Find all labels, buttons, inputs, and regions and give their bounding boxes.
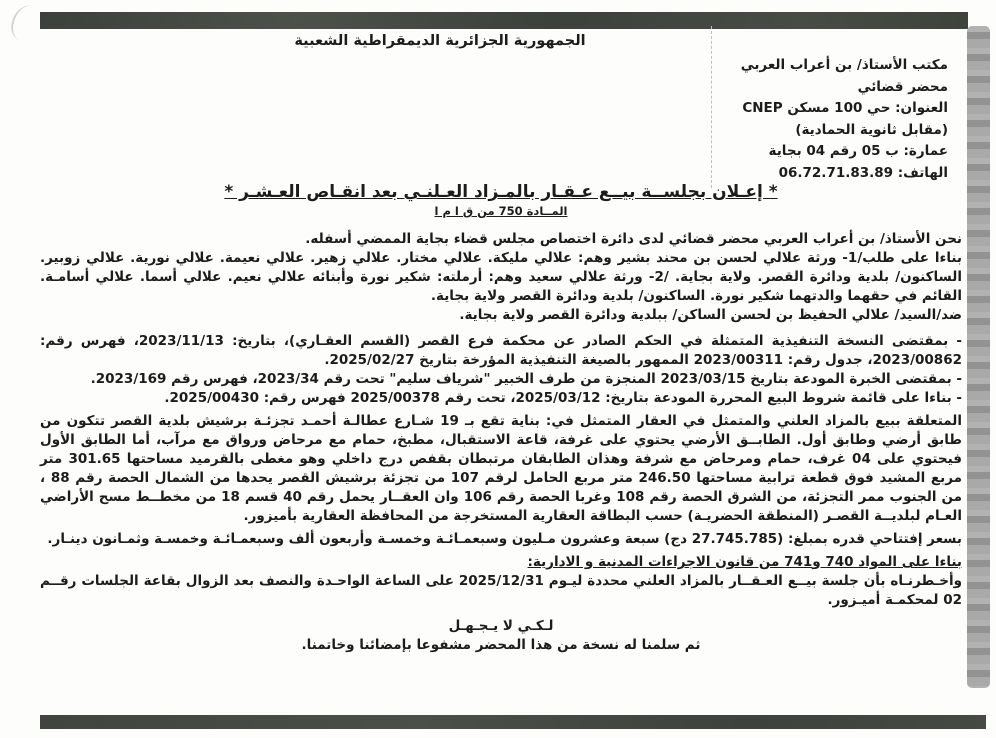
office-landmark-line: (مقابل ثانوية الحمادية) [795, 121, 948, 138]
bailiff-office-block [693, 55, 948, 184]
paragraph-expertise: - بمقتضى الخبرة المودعة بتاريخ 2023/03/15 المنجزة من طرف الخبير "شرياف سليم" تحت رقم 2023/34، فهرس رقم 2023/169. [90, 371, 962, 387]
announcement-subtitle: المــادة 750 من ق ا م ا [434, 204, 568, 218]
scan-artifact-bottom-bar [40, 715, 986, 729]
country-title: الجمهورية الجزائرية الديمقراطية الشعبية [294, 33, 586, 49]
paragraph-sale-conditions: - بناءا على قائمة شروط البيع المحررة المودعة بتاريخ: 2025/03/12، تحت رقم 2025/00378 فهرس رقم: 2025/00430. [164, 390, 962, 406]
scan-artifact-top-bar [40, 12, 968, 29]
office-phone-line: الهاتف: 06.72.71.83.89 [778, 164, 948, 181]
office-address-line: العنوان: حي 100 مسكن CNEP [742, 100, 948, 116]
paragraph-requesting-parties: بناءا على طلب/1- ورثة علالي لحسن بن محند بشير وهم: علالي مليكة. علالي مختار. علالي زهير. علالي نعيمة. علالي نورية. علالي زوبير. الساكنون/ بلدية ودائرة القصر. ولاية بجاية. /2- ورثة علالي سعيد وهم: أرملته: شكير نورة وأبنائه علالي نعيم. علالي أسما. علالي أسامـة. القائم في حقهما والدتهما شكير نورة. الساكنون/ بلدية ودائرة القصر ولاية بجاية. [40, 250, 963, 304]
office-building-line: عمارة: ب 05 رقم 04 بجاية [768, 143, 948, 159]
scan-artifact-right-band [967, 26, 990, 688]
paragraph-closing-formula: لـكـي لا يـجـهـل [448, 618, 554, 634]
announcement-title: * إعـلان بجلســة بيــع عـقـار بالمـزاد العـلنـي بعد انقـاص العـشـر * [224, 182, 778, 202]
paragraph-bailiff-intro: نحن الأستاذ/ بن أعراب العربي محضر قضائي لدى دائرة اختصاص مجلس قضاء بجاية الممضي أسفله. [305, 231, 962, 247]
paragraph-opening-price: بسعر إفتتاحي قدره بمبلغ: (27.745.785 دج) سبعة وعشرون مـليون وسبعمـائـة وخمسـة وأربعون ألف وسبعمـائـة وخمسـة وثمـانون دينـار. [47, 531, 962, 547]
paragraph-session-notice: وأخـطرنـاه بأن جلسة بيــع العـقــار بالمزاد العلني محددة ليـوم 2025/12/31 على الساعة الواحـدة والنصف بعد الزوال بقاعة الجلسات رقــم 02 لمحكمـة أميـزور. [40, 573, 962, 608]
paragraph-property-description: المتعلقة ببيع بالمزاد العلني والمتمثل في العقار المتمثل في: بناية تقع بـ 19 شـارع عطالـة أحمـد تجزئـة برشيش بلدية القصر تتكون من طابق أرضي وطابق أول. الطابــق الأرضي يحتوي على غرفة، قاعة الاستقبال، مطبخ، حمام مع مرحاض ورواق مع مرآب، أما الطابق الأول فيحتوي على 04 غرف، حمام ومرحاض مع شرفة وهذان الطابقان مرتبطان بقفص درج داخلي وهو مغطى بالقرميد مساحتها 301.65 متر مربع المشيد فوق قطعة ترابية مساحتها 246.50 متر مربع الحامل لرقم 107 من تجزئة برشيش القصر يحدها من الشمال الحصة رقم 88 ، من الجنوب ممر التجزئة، من الشرق الحصة رقم 108 وغربا الحصة رقم 106 وان العقــار يحمل رقم 40 قسم 18 من مخطــط مسح الأراضي العـام لبلديــة القصـر (المنطقة الحضريـة) حسب البطاقة العقارية المستخرجة من المحافظة العقارية بأميزور. [40, 413, 962, 524]
paragraph-executive-copy: - بمقتضى النسخة التنفيذية المتمثلة في الحكم الصادر عن محكمة فرع القصر (القسم العقـاري)، بتاريخ: 2023/11/13، فهرس رقم: 2023/00862، جدول رقم: 2023/00311 الممهور بالصيغة التنفيذية المؤرخة بتاريخ 2025/02/27. [40, 333, 963, 368]
paragraph-defendant: ضد/السيد/ علالي الحفيظ بن لحسن الساكن/ ببلدية ودائرة القصر ولاية بجاية. [459, 307, 962, 323]
paragraph-delivery-note: ثم سلمنا له نسخة من هذا المحضر مشفوعا بإمضائنا وخاتمنا. [301, 637, 701, 653]
scan-artifact-corner-mark [8, 2, 44, 44]
document-body [40, 181, 962, 655]
paragraph-legal-articles: بناءا على المواد 740 و741 من قانون الاجراءات المدنية و الادارية: [527, 554, 962, 570]
office-name-line: مكتب الأستاذ/ بن أعراب العربي [740, 57, 948, 73]
office-role-line: محضر قضائي [857, 78, 948, 95]
